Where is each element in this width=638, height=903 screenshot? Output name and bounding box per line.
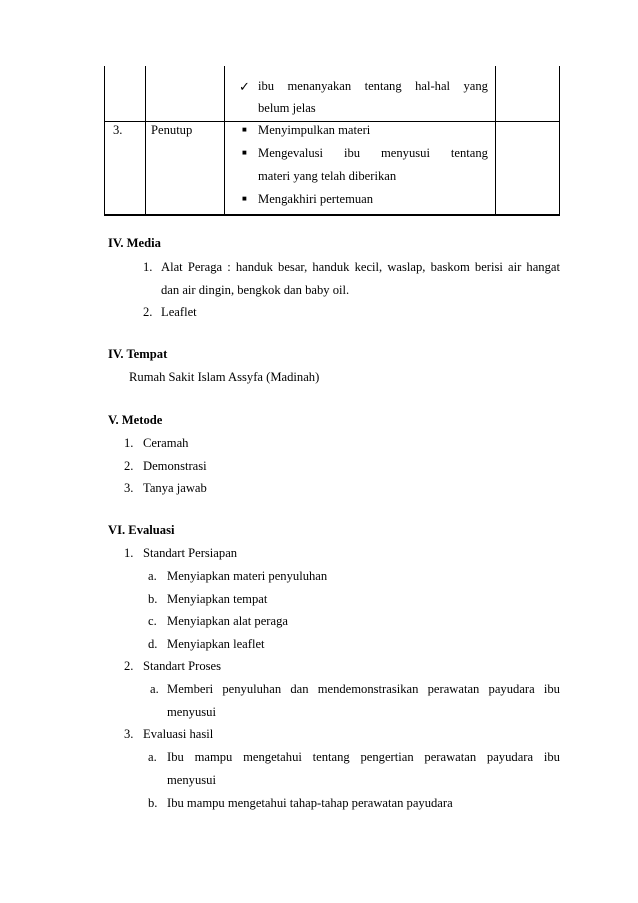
word: : <box>227 260 231 274</box>
section-heading-metode: V. Metode <box>108 413 163 427</box>
sub-list-letter: a. <box>148 750 157 764</box>
table-item-text <box>258 123 370 138</box>
word: yang <box>463 79 488 93</box>
table-item-text <box>258 79 488 94</box>
table-row-divider <box>105 121 559 122</box>
table-col-divider <box>495 66 496 214</box>
table-row-number: 3. <box>113 123 123 137</box>
word: mampu <box>194 750 233 764</box>
word: ibu <box>543 750 560 764</box>
sub-list-text: Menyiapkan tempat <box>167 592 268 606</box>
sub-list-letter: a. <box>150 682 159 696</box>
square-bullet-icon: ■ <box>242 125 247 134</box>
word: ibu <box>258 79 275 93</box>
list-number: 2. <box>143 305 153 319</box>
list-item-text: Evaluasi hasil <box>143 727 214 741</box>
section-heading-tempat: IV. Tempat <box>108 347 168 361</box>
list-item-text: Tanya jawab <box>143 481 207 495</box>
sub-list-text: Menyiapkan materi penyuluhan <box>167 569 328 583</box>
sub-list-continuation: menyusui <box>167 705 216 719</box>
section-heading-media: IV. Media <box>108 236 161 250</box>
word: Ibu <box>167 750 184 764</box>
list-number: 3. <box>124 481 134 495</box>
word: handuk <box>235 260 273 274</box>
list-item-text: Standart Proses <box>143 659 222 673</box>
location-text: Rumah Sakit Islam Assyfa (Madinah) <box>129 370 320 384</box>
sub-list-letter: b. <box>148 796 158 810</box>
list-item-text: Standart Persiapan <box>143 546 238 560</box>
word: perawatan <box>427 682 480 696</box>
square-bullet-icon: ■ <box>242 194 247 203</box>
word: berisi <box>474 260 503 274</box>
word: payudara <box>488 682 535 696</box>
table-item-text <box>258 146 488 161</box>
word: Alat <box>161 260 183 274</box>
word: tentang <box>450 146 488 160</box>
table-item-continuation: materi yang telah diberikan <box>258 169 397 183</box>
word: Mengevalusi <box>258 146 324 160</box>
word: air <box>508 260 522 274</box>
word: besar, <box>278 260 308 274</box>
checkmark-icon: ✓ <box>239 79 250 94</box>
sub-list-text <box>167 682 560 697</box>
word: Menyimpulkan materi <box>258 123 371 137</box>
list-item-text: Leaflet <box>161 305 197 319</box>
word: mengetahui <box>243 750 302 764</box>
sub-list-letter: a. <box>148 569 157 583</box>
list-number: 2. <box>124 459 134 473</box>
sub-list-continuation: menyusui <box>167 773 216 787</box>
table-col-divider <box>145 66 146 214</box>
list-number: 1. <box>124 436 134 450</box>
sub-list-letter: c. <box>148 614 157 628</box>
table-col-divider <box>224 66 225 214</box>
table-stage-label: Penutup <box>151 123 193 137</box>
word: mendemonstrasikan <box>317 682 419 696</box>
sub-list-letter: b. <box>148 592 158 606</box>
table-item-continuation: belum jelas <box>258 101 316 115</box>
activity-table <box>104 66 560 216</box>
list-number: 2. <box>124 659 134 673</box>
word: waslap, <box>387 260 426 274</box>
word: ibu <box>343 146 361 160</box>
list-item-text: Demonstrasi <box>143 459 207 473</box>
word: hangat <box>526 260 560 274</box>
table-item-text <box>258 192 373 207</box>
list-item-text <box>161 260 560 275</box>
word: payudara <box>486 750 534 764</box>
word: Memberi <box>167 682 214 696</box>
section-heading-evaluasi: VI. Evaluasi <box>108 523 175 537</box>
word: menanyakan <box>287 79 352 93</box>
word: handuk <box>312 260 350 274</box>
word: tentang <box>312 750 350 764</box>
word: Mengakhiri pertemuan <box>258 192 374 206</box>
word: kecil, <box>354 260 383 274</box>
word: pengertian <box>360 750 414 764</box>
word: dan <box>290 682 309 696</box>
sub-list-letter: d. <box>148 637 158 651</box>
word: menyusui <box>381 146 430 160</box>
list-item-continuation: dan air dingin, bengkok dan baby oil. <box>161 283 350 297</box>
word: perawatan <box>424 750 477 764</box>
list-number: 3. <box>124 727 134 741</box>
list-number: 1. <box>124 546 134 560</box>
word: baskom <box>430 260 470 274</box>
sub-list-text: Ibu mampu mengetahui tahap-tahap perawatan payudara <box>167 796 453 810</box>
square-bullet-icon: ■ <box>242 148 247 157</box>
word: tentang <box>364 79 402 93</box>
sub-list-text <box>167 750 560 765</box>
list-number: 1. <box>143 260 153 274</box>
word: penyuluhan <box>222 682 282 696</box>
sub-list-text: Menyiapkan leaflet <box>167 637 265 651</box>
word: Peraga <box>187 260 223 274</box>
word: ibu <box>543 682 560 696</box>
list-item-text: Ceramah <box>143 436 189 450</box>
sub-list-text: Menyiapkan alat peraga <box>167 614 288 628</box>
word: hal-hal <box>415 79 451 93</box>
